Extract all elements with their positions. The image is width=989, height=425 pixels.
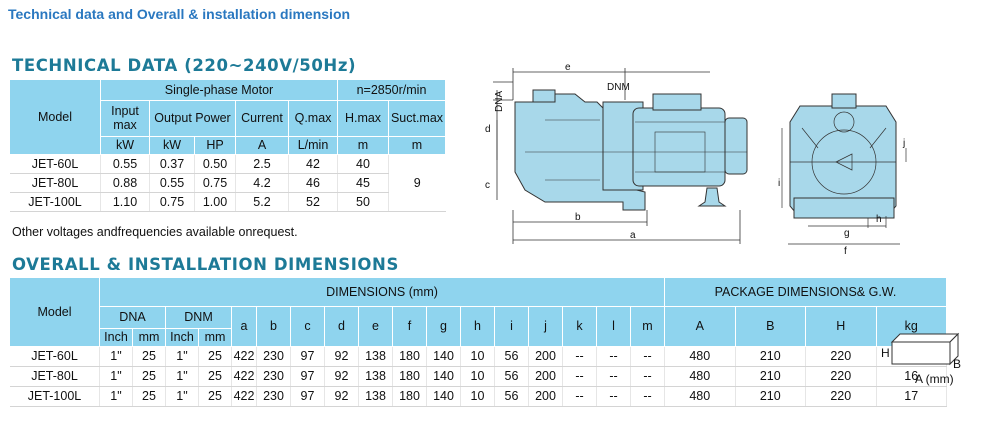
dna-header: DNA: [100, 306, 166, 328]
data-cell: 0.75: [195, 173, 236, 192]
data-cell: --: [563, 366, 597, 386]
data-cell: 422: [232, 346, 257, 366]
dimension-b-label: b: [575, 212, 581, 223]
technical-data-table: [10, 80, 446, 212]
data-cell: 10: [461, 386, 495, 406]
data-cell: 1": [166, 346, 199, 366]
model-cell: JET-80L: [10, 366, 100, 386]
pump-side-view-drawing: [485, 60, 775, 250]
data-cell: 0.55: [150, 173, 195, 192]
dimensions-header: DIMENSIONS (mm): [100, 278, 665, 306]
data-cell: 5.2: [236, 192, 289, 211]
package-column-header: B: [735, 306, 806, 346]
dimension-e-label: e: [565, 62, 571, 73]
table-row: [10, 366, 947, 386]
letter-header: i: [495, 306, 529, 346]
data-cell: 200: [529, 386, 563, 406]
sub-unit-header: Inch: [100, 328, 133, 346]
unit-cell: L/min: [289, 136, 338, 154]
data-cell: 10: [461, 346, 495, 366]
data-cell: 17: [876, 386, 947, 406]
data-cell: 180: [393, 366, 427, 386]
data-cell: 52: [289, 192, 338, 211]
dimensions-title: OVERALL & INSTALLATION DIMENSIONS: [12, 255, 399, 274]
data-cell: 138: [359, 386, 393, 406]
data-cell: 0.50: [195, 154, 236, 173]
data-cell: 138: [359, 346, 393, 366]
dimensions-table: [10, 278, 947, 407]
data-cell: 220: [806, 386, 877, 406]
dimension-h-label: h: [876, 214, 882, 225]
data-cell: 25: [199, 386, 232, 406]
table-row: [10, 192, 446, 211]
data-cell: 1.10: [101, 192, 150, 211]
sub-unit-header: Inch: [166, 328, 199, 346]
package-column-header: kg: [876, 306, 947, 346]
data-cell: 0.55: [101, 154, 150, 173]
data-cell: 140: [427, 386, 461, 406]
data-cell: 422: [232, 366, 257, 386]
table-row: [10, 154, 446, 173]
h-max-header: H.max: [338, 100, 389, 136]
data-cell: --: [563, 386, 597, 406]
dimension-g-label: g: [844, 228, 850, 239]
data-cell: --: [631, 386, 665, 406]
data-cell: 97: [291, 366, 325, 386]
availability-note: Other voltages andfrequencies available onrequest.: [12, 225, 298, 239]
sub-unit-header: mm: [199, 328, 232, 346]
data-cell: 56: [495, 366, 529, 386]
table-row: [10, 173, 446, 192]
model-cell: JET-60L: [10, 346, 100, 366]
data-cell: 200: [529, 346, 563, 366]
data-cell: 56: [495, 346, 529, 366]
data-cell: 1": [100, 386, 133, 406]
dimension-c-label: c: [485, 180, 490, 191]
package-column-header: H: [806, 306, 877, 346]
data-cell: 480: [665, 346, 736, 366]
data-cell: 1": [100, 366, 133, 386]
data-cell: --: [631, 346, 665, 366]
unit-cell: m: [389, 136, 446, 154]
current-header: Current: [236, 100, 289, 136]
letter-header: h: [461, 306, 495, 346]
data-cell: 25: [199, 346, 232, 366]
letter-header: e: [359, 306, 393, 346]
data-cell: 210: [735, 366, 806, 386]
unit-cell: HP: [195, 136, 236, 154]
data-cell: 220: [806, 366, 877, 386]
letter-header: j: [529, 306, 563, 346]
technical-data-title: TECHNICAL DATA (220~240V/50Hz): [12, 56, 357, 75]
data-cell: 480: [665, 366, 736, 386]
data-cell: --: [597, 386, 631, 406]
package-column-header: A: [665, 306, 736, 346]
data-cell: 230: [257, 386, 291, 406]
data-cell: 42: [289, 154, 338, 173]
data-cell: 40: [338, 154, 389, 173]
data-cell: --: [597, 366, 631, 386]
dimension-dna-label: DNA: [494, 90, 505, 112]
data-cell: 230: [257, 366, 291, 386]
data-cell: 50: [338, 192, 389, 211]
data-cell: 422: [232, 386, 257, 406]
unit-cell: kW: [101, 136, 150, 154]
pump-front-view-drawing: [778, 88, 918, 258]
model-cell: JET-100L: [10, 192, 101, 211]
data-cell: 210: [735, 386, 806, 406]
data-cell: 97: [291, 346, 325, 366]
table-row: [10, 386, 947, 406]
unit-cell: m: [338, 136, 389, 154]
motor-header: Single-phase Motor: [101, 80, 338, 100]
data-cell: 0.37: [150, 154, 195, 173]
data-cell: 92: [325, 386, 359, 406]
data-cell: 230: [257, 346, 291, 366]
data-cell: 25: [133, 346, 166, 366]
data-cell: 1": [166, 386, 199, 406]
package-header: PACKAGE DIMENSIONS& G.W.: [665, 278, 947, 306]
dnm-header: DNM: [166, 306, 232, 328]
input-max-header: Input max: [101, 100, 150, 136]
sub-unit-header: mm: [133, 328, 166, 346]
data-cell: 1": [166, 366, 199, 386]
data-cell: 25: [133, 366, 166, 386]
dimension-i-label: i: [778, 178, 781, 189]
page-title: Technical data and Overall & installation dimension: [8, 6, 351, 22]
data-cell: 92: [325, 366, 359, 386]
table-row: [10, 346, 947, 366]
data-cell: 45: [338, 173, 389, 192]
data-cell: 200: [529, 366, 563, 386]
dimension-dnm-label: DNM: [607, 82, 630, 93]
data-cell: 138: [359, 366, 393, 386]
data-cell: --: [631, 366, 665, 386]
data-cell: 4.2: [236, 173, 289, 192]
output-power-header: Output Power: [150, 100, 236, 136]
letter-header: l: [597, 306, 631, 346]
data-cell: 180: [393, 346, 427, 366]
letter-header: k: [563, 306, 597, 346]
data-cell: 210: [735, 346, 806, 366]
data-cell: 0.88: [101, 173, 150, 192]
dimension-f-label: f: [844, 246, 847, 257]
dimension-j-label: j: [903, 138, 906, 149]
suct-max-cell: 9: [389, 154, 446, 211]
letter-header: m: [631, 306, 665, 346]
letter-header: a: [232, 306, 257, 346]
data-cell: 16: [876, 366, 947, 386]
data-cell: 480: [665, 386, 736, 406]
letter-header: c: [291, 306, 325, 346]
data-cell: 220: [806, 346, 877, 366]
data-cell: 46: [289, 173, 338, 192]
data-cell: 140: [427, 346, 461, 366]
dimension-d-label: d: [485, 124, 491, 135]
dimension-a-label: a: [630, 230, 636, 241]
data-cell: 25: [199, 366, 232, 386]
data-cell: 10: [461, 366, 495, 386]
suct-max-header: Suct.max: [389, 100, 446, 136]
model-header: Model: [10, 80, 101, 154]
package-h-label: H: [881, 346, 890, 360]
model-header: Model: [10, 278, 100, 346]
q-max-header: Q.max: [289, 100, 338, 136]
data-cell: --: [597, 346, 631, 366]
unit-cell: A: [236, 136, 289, 154]
data-cell: 92: [325, 346, 359, 366]
data-cell: 25: [133, 386, 166, 406]
data-cell: 2.5: [236, 154, 289, 173]
letter-header: f: [393, 306, 427, 346]
data-cell: 180: [393, 386, 427, 406]
package-a-label: A (mm): [915, 372, 954, 386]
data-cell: 56: [495, 386, 529, 406]
model-cell: JET-80L: [10, 173, 101, 192]
speed-header: n=2850r/min: [338, 80, 446, 100]
letter-header: d: [325, 306, 359, 346]
data-cell: --: [563, 346, 597, 366]
model-cell: JET-60L: [10, 154, 101, 173]
data-cell: 1.00: [195, 192, 236, 211]
data-cell: 140: [427, 366, 461, 386]
data-cell: 97: [291, 386, 325, 406]
letter-header: b: [257, 306, 291, 346]
model-cell: JET-100L: [10, 386, 100, 406]
data-cell: 1": [100, 346, 133, 366]
letter-header: g: [427, 306, 461, 346]
data-cell: 0.75: [150, 192, 195, 211]
unit-cell: kW: [150, 136, 195, 154]
package-b-label: B: [953, 357, 962, 371]
